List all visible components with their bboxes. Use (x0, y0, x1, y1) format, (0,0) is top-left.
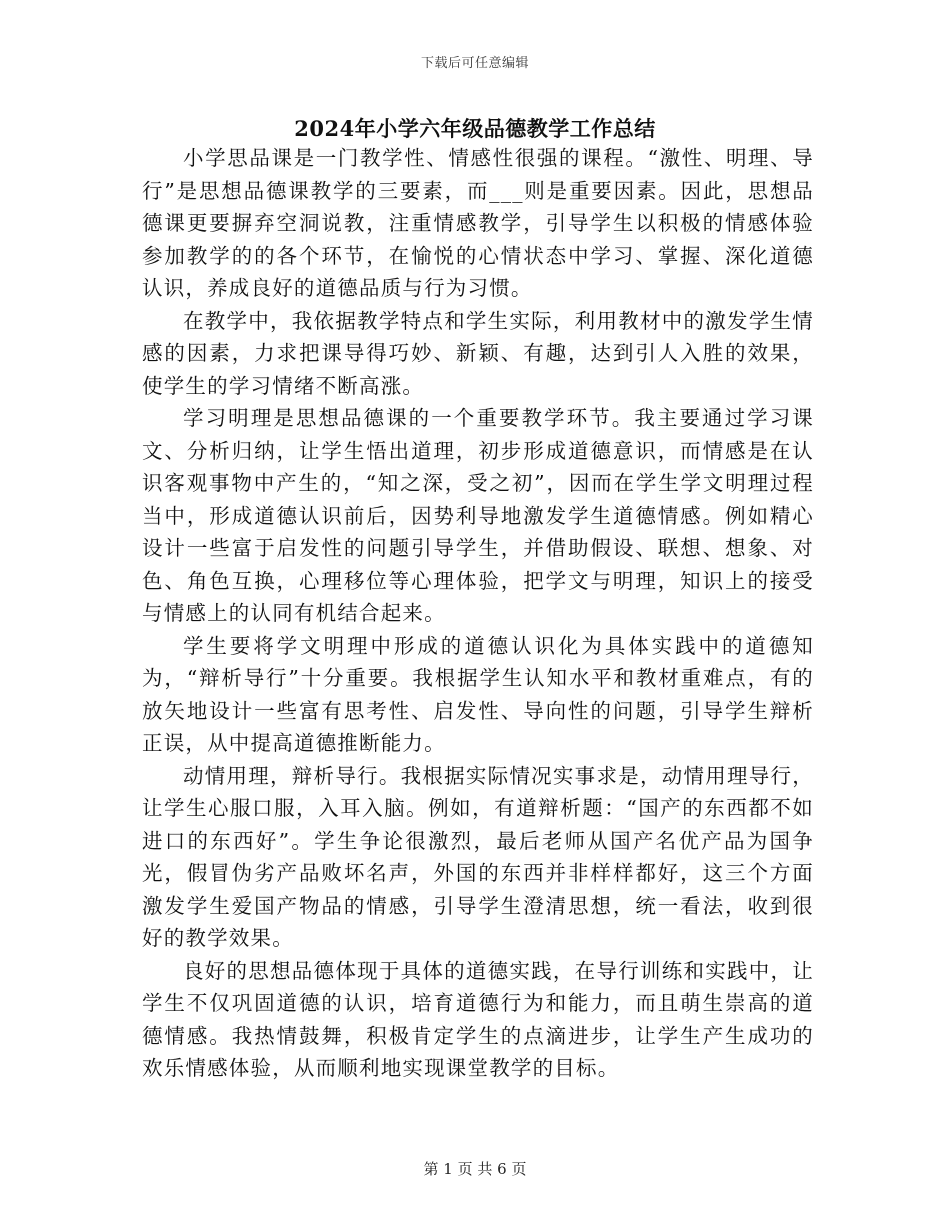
paragraph: 在教学中，我依据教学特点和学生实际，利用教材中的激发学生情感的因素，力求把课导得巧妙、新颖、有趣，达到引人入胜的效果，使学生的学习情绪不断高涨。 (142, 308, 814, 398)
paragraph: 动情用理，辩析导行。我根据实际情况实事求是，动情用理导行，让学生心服口服，入耳入脑。例如，有道辩析题：“国产的东西都不如进口的东西好”。学生争论很激烈，最后老师从国产名优产品为国争光，假冒伪劣产品败坏名声，外国的东西并非样样都好，这三个方面激发学生爱国产物品的情感，引导学生澄清思想，统一看法，收到很好的教学效果。 (142, 763, 814, 950)
paragraph: 学习明理是思想品德课的一个重要教学环节。我主要通过学习课文、分析归纳，让学生悟出道理，初步形成道德意识，而情感是在认识客观事物中产生的，“知之深，受之初”，因而在学生学文明理过程当中，形成道德认识前后，因势利导地激发学生道德情感。例如精心设计一些富于启发性的问题引导学生，并借助假设、联想、想象、对色、角色互换，心理移位等心理体验，把学文与明理，知识上的接受与情感上的认同有机结合起来。 (142, 406, 814, 625)
page-number: 第 1 页 共 6 页 (423, 1160, 527, 1178)
document-title: 2024年小学六年级品德教学工作总结 (294, 116, 656, 141)
paragraph: 学生要将学文明理中形成的道德认识化为具体实践中的道德知为，“辩析导行”十分重要。我根据学生认知水平和教材重难点，有的放矢地设计一些富有思考性、启发性、导向性的问题，引导学生辩析正误，从中提高道德推断能力。 (142, 633, 814, 755)
document-body (142, 142, 814, 1085)
paragraph: 良好的思想品德体现于具体的道德实践，在导行训练和实践中，让学生不仅巩固道德的认识，培育道德行为和能力，而且萌生崇高的道德情感。我热情鼓舞，积极肯定学生的点滴进步，让学生产生成功的欢乐情感体验，从而顺利地实现课堂教学的目标。 (142, 958, 814, 1080)
paragraph: 小学思品课是一门教学性、情感性很强的课程。“激性、明理、导行”是思想品德课教学的三要素，而___则是重要因素。因此，思想品德课更要摒弃空洞说教，注重情感教学，引导学生以积极的情感体验参加教学的的各个环节，在愉悦的心情状态中学习、掌握、深化道德认识，养成良好的道德品质与行为习惯。 (142, 146, 814, 300)
header-note: 下载后可任意编辑 (420, 56, 529, 71)
